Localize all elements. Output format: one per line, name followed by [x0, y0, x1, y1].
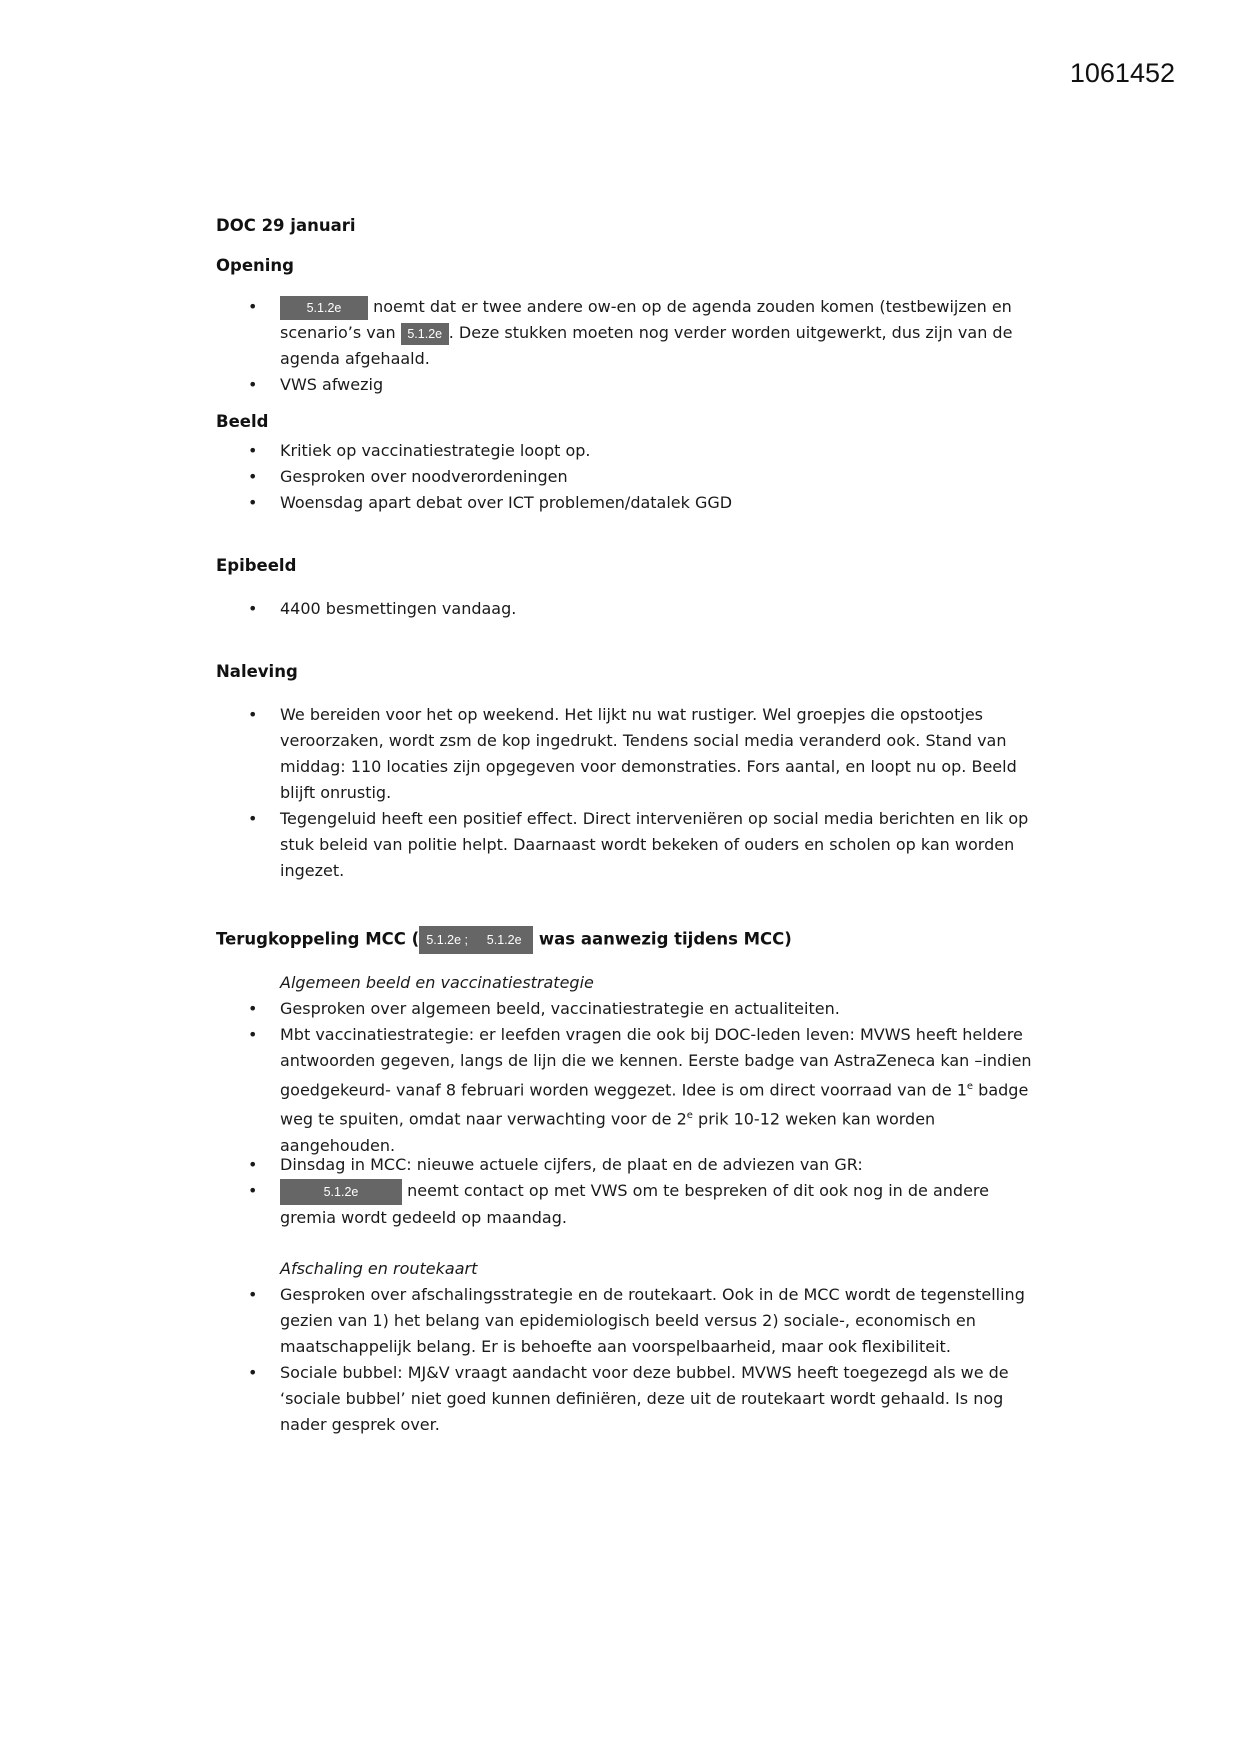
redaction-box: 5.1.2e: [280, 1179, 402, 1205]
mcc-item-3: • Dinsdag in MCC: nieuwe actuele cijfers, de plaat en de adviezen van GR:: [280, 1152, 1040, 1178]
document-title: DOC 29 januari: [216, 216, 356, 235]
epibeeld-heading: Epibeeld: [216, 556, 297, 575]
redaction-box: 5.1.2e: [280, 296, 368, 320]
opening-heading: Opening: [216, 256, 294, 275]
document-number: 1061452: [1069, 58, 1175, 88]
opening-item-1: • 5.1.2e noemt dat er twee andere ow-en op de agenda zouden komen (testbewijzen en scenario’s van 5.1.2e . Deze stukken moeten nog verder worden uitgewerkt, dus zijn van de agenda afgehaald.: [280, 294, 1040, 372]
mcc-item-4: • 5.1.2e neemt contact op met VWS om te bespreken of dit ook nog in de andere gremia wordt gedeeld op maandag.: [280, 1178, 1040, 1231]
naleving-item-2: • Tegengeluid heeft een positief effect. Direct interveniëren op social media berichten en lik op stuk beleid van politie helpt. Daarnaast wordt bekeken of ouders en scholen op kan worden ingezet.: [280, 806, 1040, 884]
mcc-item-6: • Sociale bubbel: MJ&V vraagt aandacht voor deze bubbel. MVWS heeft toegezegd als we de ‘sociale bubbel’ niet goed kunnen definiëren, deze uit de routekaart wordt gehaald. Is nog nader gesprek over.: [280, 1360, 1040, 1438]
opening-item-2: • VWS afwezig: [280, 372, 1040, 398]
mcc-item-5: • Gesproken over afschalingsstrategie en de routekaart. Ook in de MCC wordt de tegenstelling gezien van 1) het belang van epidemiologisch beeld versus 2) sociale-, economisch en maatschappelijk belang. Er is behoefte aan voorspelbaarheid, maar ook flexibiliteit.: [280, 1282, 1040, 1360]
naleving-item-1: • We bereiden voor het op weekend. Het lijkt nu wat rustiger. Wel groepjes die opstootjes veroorzaken, wordt zsm de kop ingedrukt. Tendens social media veranderd ook. Stand van middag: 110 locaties zijn opgegeven voor demonstraties. Fors aantal, en loopt nu op. Beeld blijft onrustig.: [280, 702, 1040, 806]
beeld-item: • Woensdag apart debat over ICT problemen/datalek GGD: [280, 490, 1040, 516]
mcc-subheading-2: Afschaling en routekaart: [280, 1259, 478, 1278]
beeld-heading: Beeld: [216, 412, 269, 431]
epibeeld-item: • 4400 besmettingen vandaag.: [280, 596, 1040, 622]
redaction-box: 5.1.2e: [475, 926, 533, 954]
mcc-subheading-1: Algemeen beeld en vaccinatiestrategie: [280, 973, 594, 992]
redaction-box: 5.1.2e ;: [419, 926, 475, 954]
naleving-heading: Naleving: [216, 662, 298, 681]
beeld-item: • Gesproken over noodverordeningen: [280, 464, 1040, 490]
redaction-box: 5.1.2e: [401, 323, 449, 345]
mcc-heading: Terugkoppeling MCC ( 5.1.2e ; 5.1.2e was aanwezig tijdens MCC): [216, 926, 792, 954]
mcc-item-1: • Gesproken over algemeen beeld, vaccinatiestrategie en actualiteiten.: [280, 996, 1040, 1022]
mcc-item-2: • Mbt vaccinatiestrategie: er leefden vragen die ook bij DOC-leden leven: MVWS heeft heldere antwoorden gegeven, langs de lijn die we kennen. Eerste badge van AstraZeneca kan –indien goedgekeurd- vanaf 8 februari worden weggezet. Idee is om direct voorraad van de 1e badge weg te spuiten, omdat naar verwachting voor de 2e prik 10-12 weken kan worden aangehouden.: [280, 1022, 1040, 1159]
beeld-item: • Kritiek op vaccinatiestrategie loopt op.: [280, 438, 1040, 464]
